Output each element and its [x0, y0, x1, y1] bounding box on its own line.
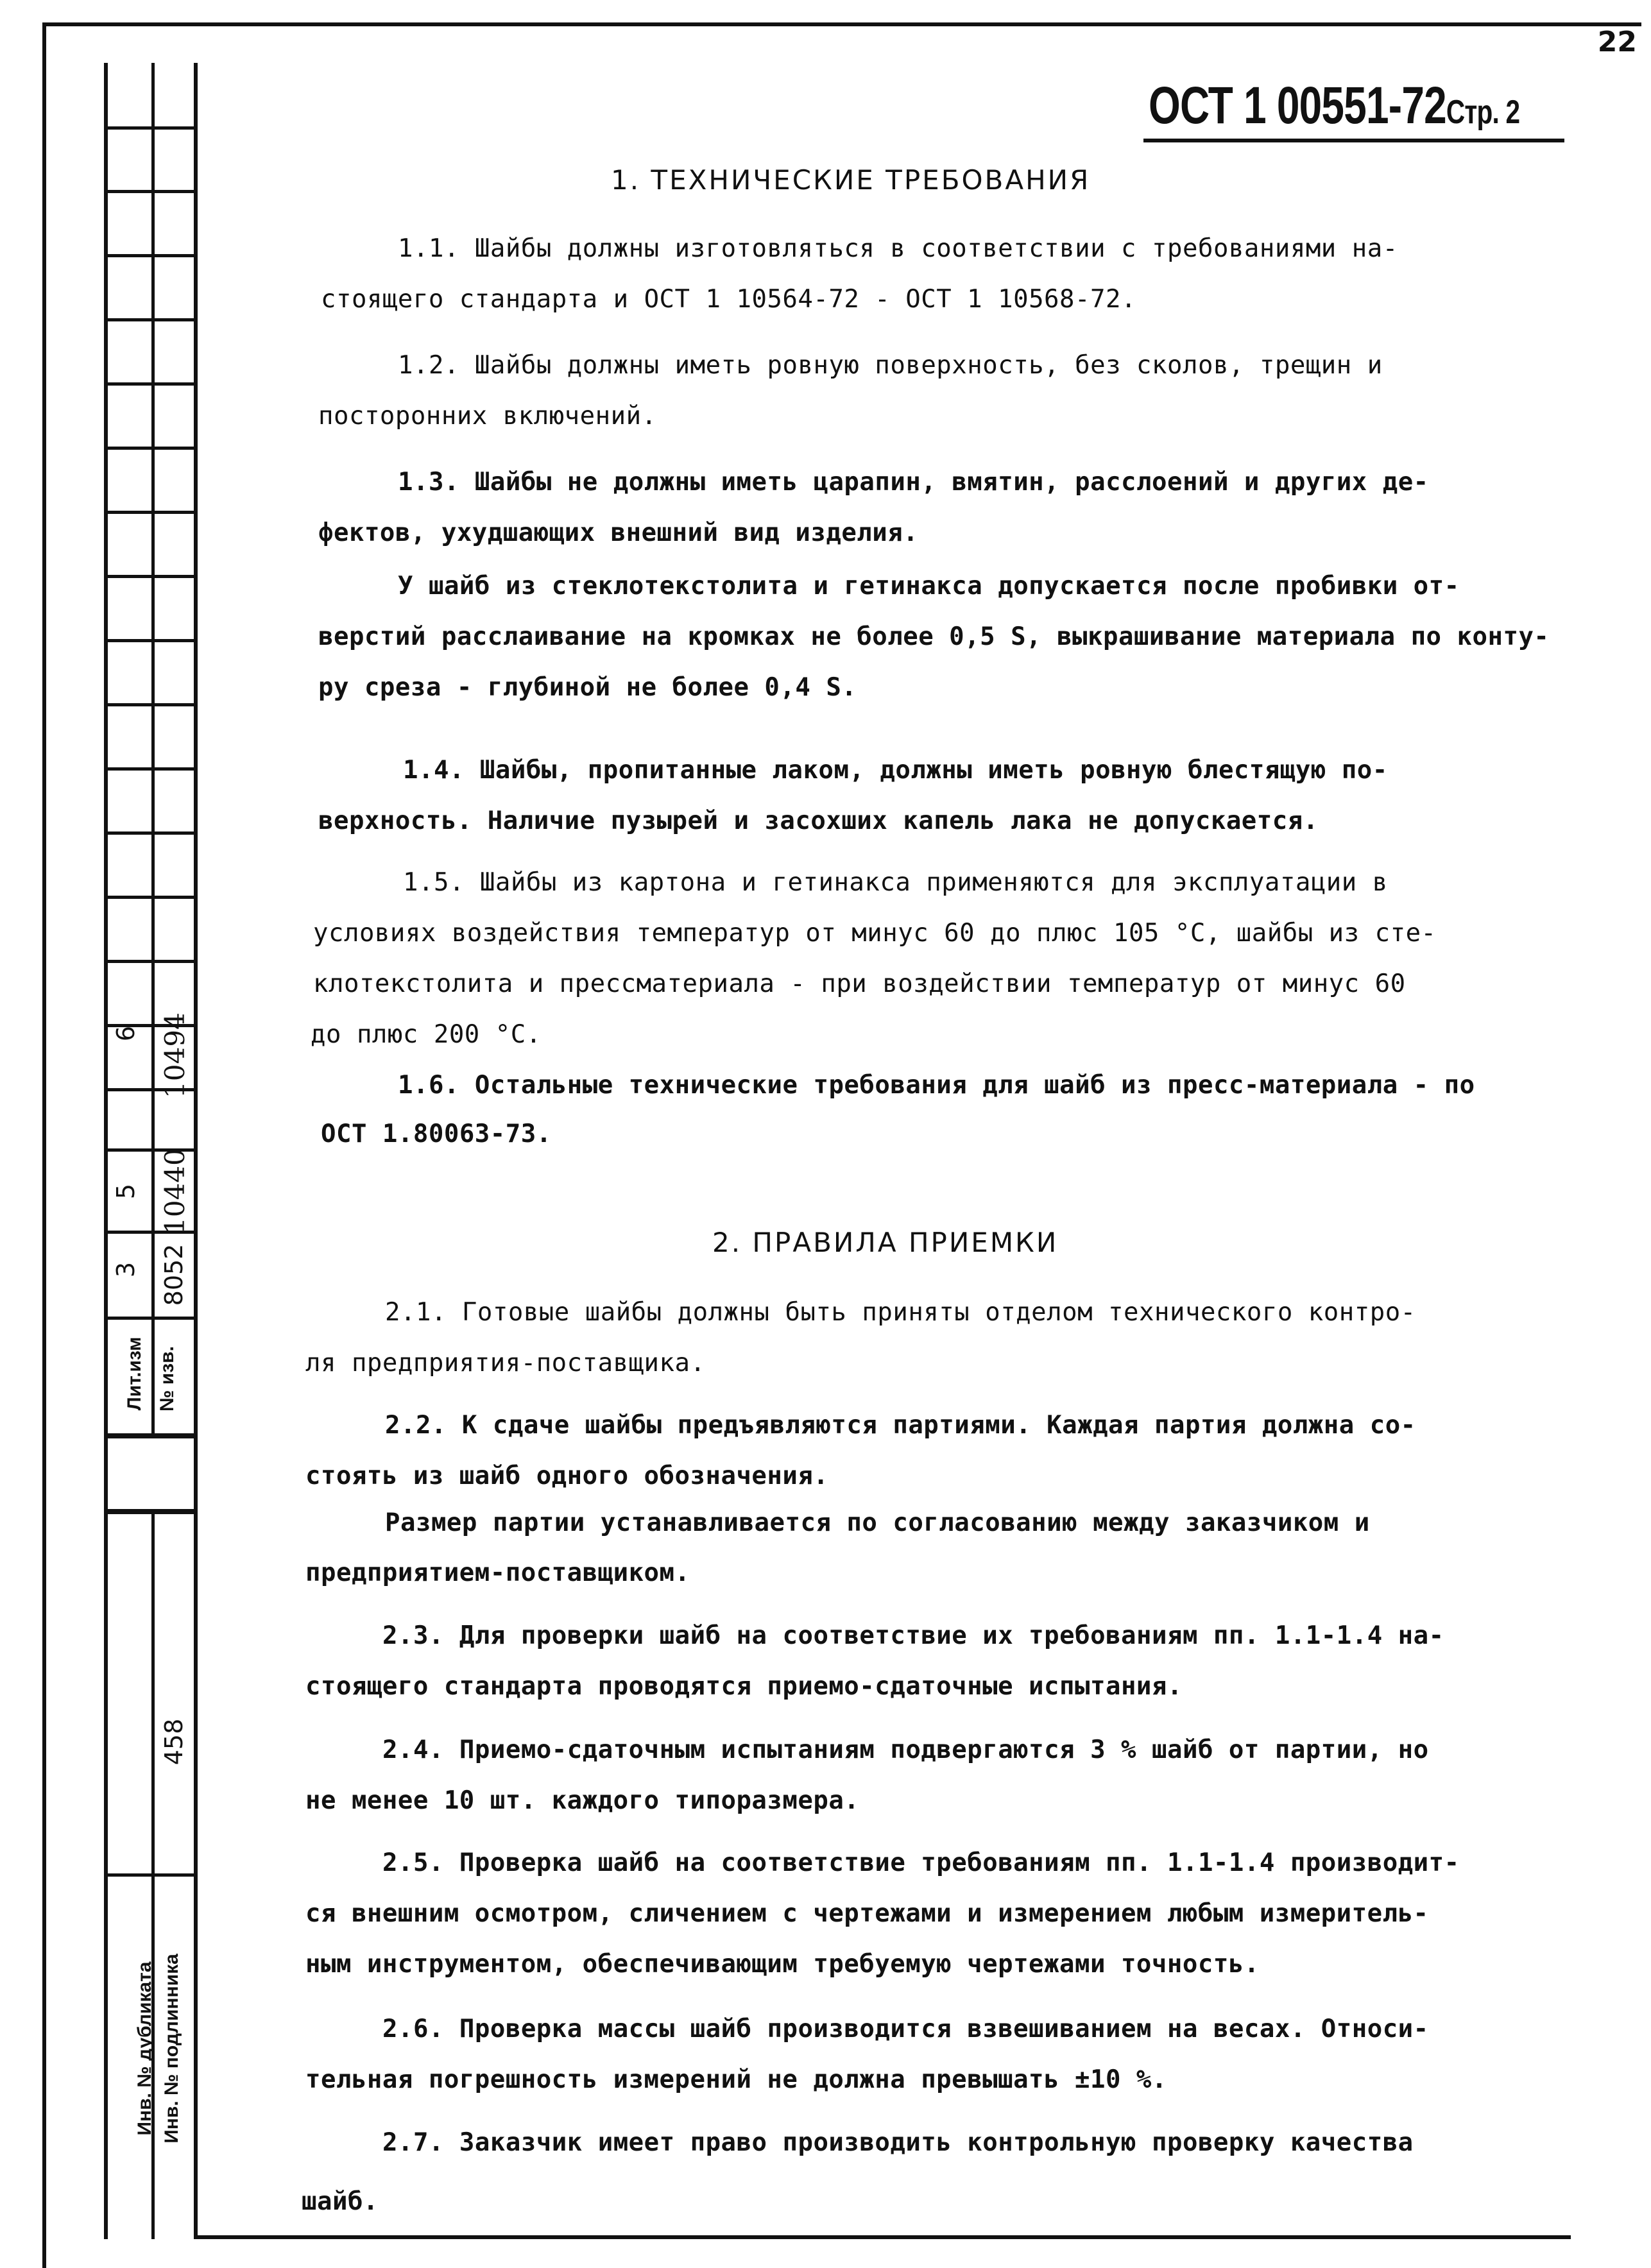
- strip-rule: [104, 639, 198, 642]
- section-2-title: 2. ПРАВИЛА ПРИЕМКИ: [712, 1227, 1059, 1258]
- standard-code: ОСТ 1 00551-72: [1149, 76, 1446, 135]
- text-line: 1.3. Шайбы не должны иметь царапин, вмятин, расслоений и других де-: [398, 468, 1429, 497]
- text-line: ля предприятия-поставщика.: [305, 1349, 706, 1377]
- text-line: до плюс 200 °С.: [311, 1020, 542, 1049]
- text-line: 2.6. Проверка массы шайб производится взвешиванием на весах. Относи-: [382, 2015, 1429, 2043]
- strip-rule: [104, 190, 198, 193]
- strip-rule: [104, 511, 198, 514]
- text-line: шайб.: [302, 2187, 379, 2216]
- strip-rule: [104, 1873, 198, 1877]
- text-line: 1.4. Шайбы, пропитанные лаком, должны иметь ровную блестящую по-: [403, 756, 1388, 785]
- standard-page: Стр. 2: [1446, 94, 1520, 131]
- revision-lit-6: 6: [112, 1025, 140, 1042]
- text-line: клотекстолита и прессматериала - при воздействии температур от минус 60: [313, 969, 1406, 998]
- notice-number-label: № изв.: [157, 1346, 178, 1411]
- revision-lit-3: 3: [112, 1261, 140, 1278]
- text-line: 2.4. Приемо-сдаточным испытаниям подвергаются 3 % шайб от партии, но: [382, 1735, 1429, 1764]
- text-line: тельная погрешность измерений не должна превышать ±10 %.: [305, 2065, 1167, 2094]
- text-line: ОСТ 1.80063-73.: [321, 1120, 552, 1148]
- inventory-number: 458: [160, 1718, 188, 1766]
- text-line: У шайб из стеклотекстолита и гетинакса допускается после пробивки от-: [398, 572, 1460, 601]
- text-line: 1.5. Шайбы из картона и гетинакса применяются для эксплуатации в: [403, 868, 1388, 897]
- text-line: стоящего стандарта и ОСТ 1 10564-72 - ОСТ 1 10568-72.: [321, 285, 1136, 314]
- strip-rule: [104, 1317, 198, 1320]
- text-line: ся внешним осмотром, сличением с чертежами и измерением любым измеритель-: [305, 1899, 1429, 1928]
- strip-rule: [104, 447, 198, 450]
- section-1-title: 1. ТЕХНИЧЕСКИЕ ТРЕБОВАНИЯ: [611, 164, 1091, 196]
- strip-rule: [104, 703, 198, 706]
- lit-change-label: Лит.изм: [124, 1336, 145, 1411]
- original-inventory-label: Инв. № подлинника: [161, 1954, 182, 2144]
- text-line: ным инструментом, обеспечивающим требуемую чертежами точность.: [305, 1950, 1260, 1979]
- text-line: стоять из шайб одного обозначения.: [305, 1462, 829, 1490]
- strip-rule: [104, 831, 198, 835]
- text-line: 1.6. Остальные технические требования для шайб из пресс-материала - по: [398, 1071, 1475, 1100]
- text-line: Размер партии устанавливается по согласованию между заказчиком и: [385, 1508, 1370, 1537]
- text-line: предприятием-поставщиком.: [305, 1558, 690, 1587]
- strip-rule: [104, 382, 198, 386]
- strip-rule: [104, 896, 198, 899]
- strip-rule-thick: [104, 1509, 198, 1514]
- revision-doc-10494: 10494: [159, 1012, 191, 1098]
- text-line: 1.2. Шайбы должны иметь ровную поверхность, без сколов, трещин и: [398, 351, 1383, 380]
- text-line: фектов, ухудшающих внешний вид изделия.: [318, 518, 919, 547]
- header-underline: [1143, 139, 1564, 142]
- strip-rule: [104, 126, 198, 130]
- text-line: 2.7. Заказчик имеет право производить контрольную проверку качества: [382, 2128, 1414, 2157]
- revision-doc-10440: 10440: [159, 1148, 191, 1234]
- strip-rule: [104, 767, 198, 771]
- strip-rule: [104, 254, 198, 257]
- text-line: стоящего стандарта проводятся приемо-сдаточные испытания.: [305, 1672, 1183, 1701]
- text-line: 1.1. Шайбы должны изготовляться в соответствии с требованиями на-: [398, 234, 1398, 263]
- duplicate-inventory-label: Инв. № дубликата: [134, 1961, 155, 2136]
- standard-header: [1149, 76, 1519, 136]
- text-line: не менее 10 шт. каждого типоразмера.: [305, 1786, 860, 1815]
- strip-column-divider: [151, 63, 155, 1436]
- text-line: 2.1. Готовые шайбы должны быть приняты отделом технического контро-: [385, 1298, 1416, 1327]
- text-line: верхность. Наличие пузырей и засохших капель лака не допускается.: [318, 806, 1319, 835]
- text-line: посторонних включений.: [318, 402, 657, 431]
- text-line: 2.5. Проверка шайб на соответствие требованиям пп. 1.1-1.4 производит-: [382, 1848, 1460, 1877]
- strip-rule: [104, 960, 198, 963]
- text-line: верстий расслаивание на кромках не более 0,5 S, выкрашивание материала по конту-: [318, 622, 1550, 651]
- strip-rule-thick: [104, 1433, 198, 1438]
- text-line: условиях воздействия температур от минус 60 до плюс 105 °С, шайбы из сте-: [313, 919, 1437, 948]
- revision-doc-8052: 8052: [160, 1243, 188, 1306]
- revision-lit-5: 5: [112, 1183, 140, 1200]
- text-line: ру среза - глубиной не более 0,4 S.: [318, 673, 857, 702]
- text-line: 2.2. К сдаче шайбы предъявляются партиями. Каждая партия должна со-: [385, 1411, 1416, 1440]
- sheet-number: 22: [1597, 26, 1637, 58]
- text-line: 2.3. Для проверки шайб на соответствие их требованиям пп. 1.1-1.4 на-: [382, 1621, 1444, 1650]
- strip-rule: [104, 575, 198, 578]
- strip-rule: [104, 318, 198, 321]
